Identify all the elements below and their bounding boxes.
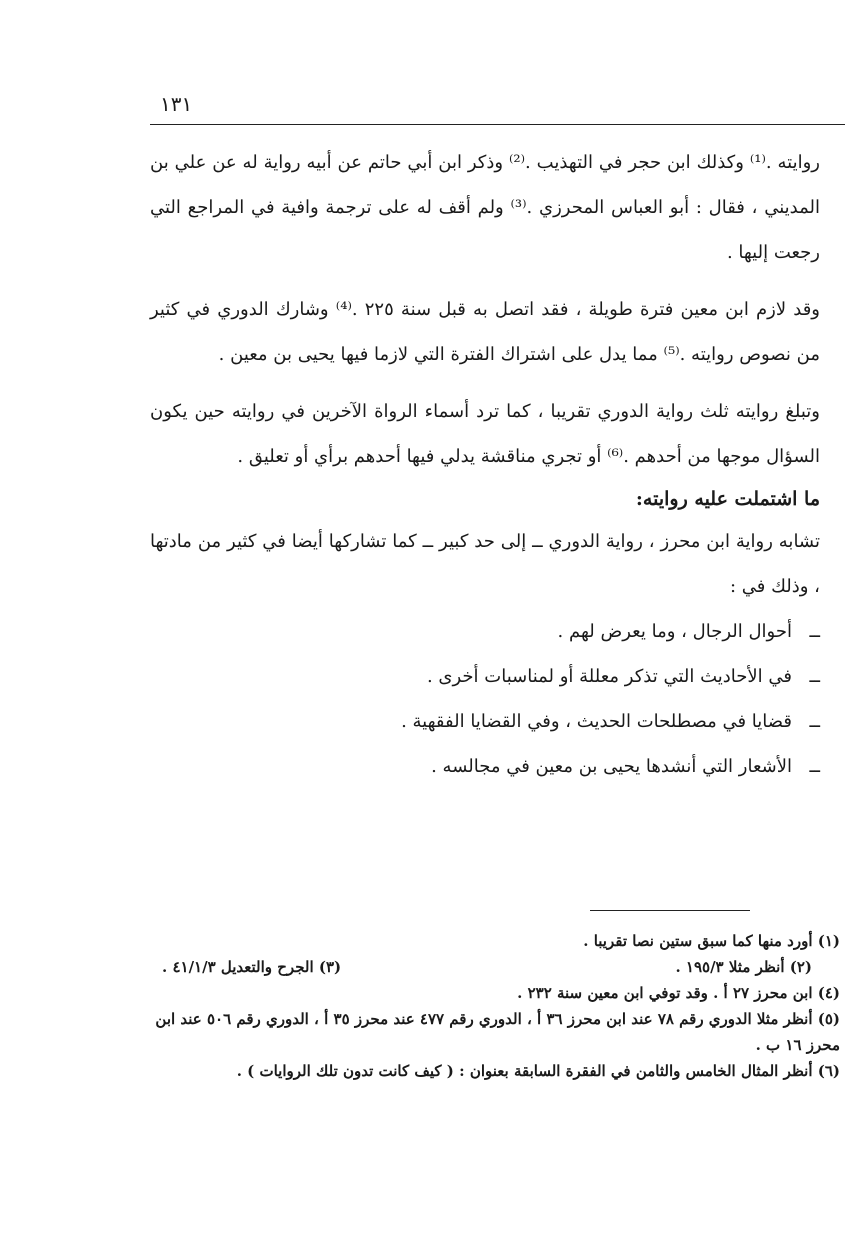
list-item-text: في الأحاديث التي تذكر معللة أو لمناسبات أخرى . [426, 666, 792, 687]
list-item [150, 654, 820, 699]
page-number: ١٣١ [160, 92, 193, 116]
list-item [150, 609, 820, 654]
footnote-5: (٥) أنظر مثلا الدوري رقم ٧٨ عند ابن محرز ٣٦ أ ، الدوري رقم ٤٧٧ عند محرز ٣٥ أ ، الدوري رقم ٥٠٦ عند ابن محرز ١٦ ب . [155, 1010, 840, 1054]
body-text [150, 140, 820, 789]
intro-paragraph: تشابه رواية ابن محرز ، رواية الدوري ــ إلى حد كبير ــ كما تشاركها أيضا في كثير من مادتها ، وذلك في : [150, 531, 820, 597]
header-rule [150, 124, 845, 125]
list-dash: ــ [809, 711, 820, 732]
paragraph-2: وقد لازم ابن معين فترة طويلة ، فقد اتصل به قبل سنة ٢٢٥ .⁽⁴⁾ وشارك الدوري في كثير من نصوص روايته .⁽⁵⁾ مما يدل على اشتراك الفترة التي لازما فيها يحيى بن معين . [150, 299, 820, 365]
list-item [150, 744, 820, 789]
footnote-2: (٢) أنظر مثلا ١٩٥/٣ . [675, 958, 812, 976]
footnote-4: (٤) ابن محرز ٢٧ أ . وقد توفي ابن معين سنة ٢٣٢ . [517, 984, 840, 1002]
list-item-text: الأشعار التي أنشدها يحيى بن معين في مجالسه . [431, 756, 792, 777]
section-heading: ما اشتملت عليه روايته: [635, 488, 820, 510]
list-dash: ــ [809, 756, 820, 777]
footnote-1: (١) أورد منها كما سبق ستين نصا تقريبا . [583, 932, 840, 950]
list-dash: ــ [809, 666, 820, 687]
list-item-text: قضايا في مصطلحات الحديث ، وفي القضايا الفقهية . [401, 711, 792, 732]
footnote-6: (٦) أنظر المثال الخامس والثامن في الفقرة السابقة بعنوان : ( كيف كانت تدون تلك الروايات ) . [236, 1062, 840, 1080]
list-item [150, 699, 820, 744]
footnote-3: (٣) الجرح والتعديل ٤١/١/٣ . [162, 958, 342, 976]
footnotes [150, 928, 840, 1084]
list-item-text: أحوال الرجال ، وما يعرض لهم . [557, 621, 792, 642]
footnote-rule [590, 910, 750, 911]
paragraph-3: وتبلغ روايته ثلث رواية الدوري تقريبا ، كما ترد أسماء الرواة الآخرين في روايته حين يكون السؤال موجها من أحدهم .⁽⁶⁾ أو تجري مناقشة يدلي فيها أحدهم برأي أو تعليق . [150, 401, 820, 467]
footnote-2-3 [150, 954, 840, 980]
paragraph-1: روايته .⁽¹⁾ وكذلك ابن حجر في التهذيب .⁽²⁾ وذكر ابن أبي حاتم عن أبيه رواية له عن علي بن المديني ، فقال : أبو العباس المحرزي .⁽³⁾ ولم أقف له على ترجمة وافية في المراجع التي رجعت إليها . [150, 152, 821, 263]
list-dash: ــ [809, 621, 820, 642]
